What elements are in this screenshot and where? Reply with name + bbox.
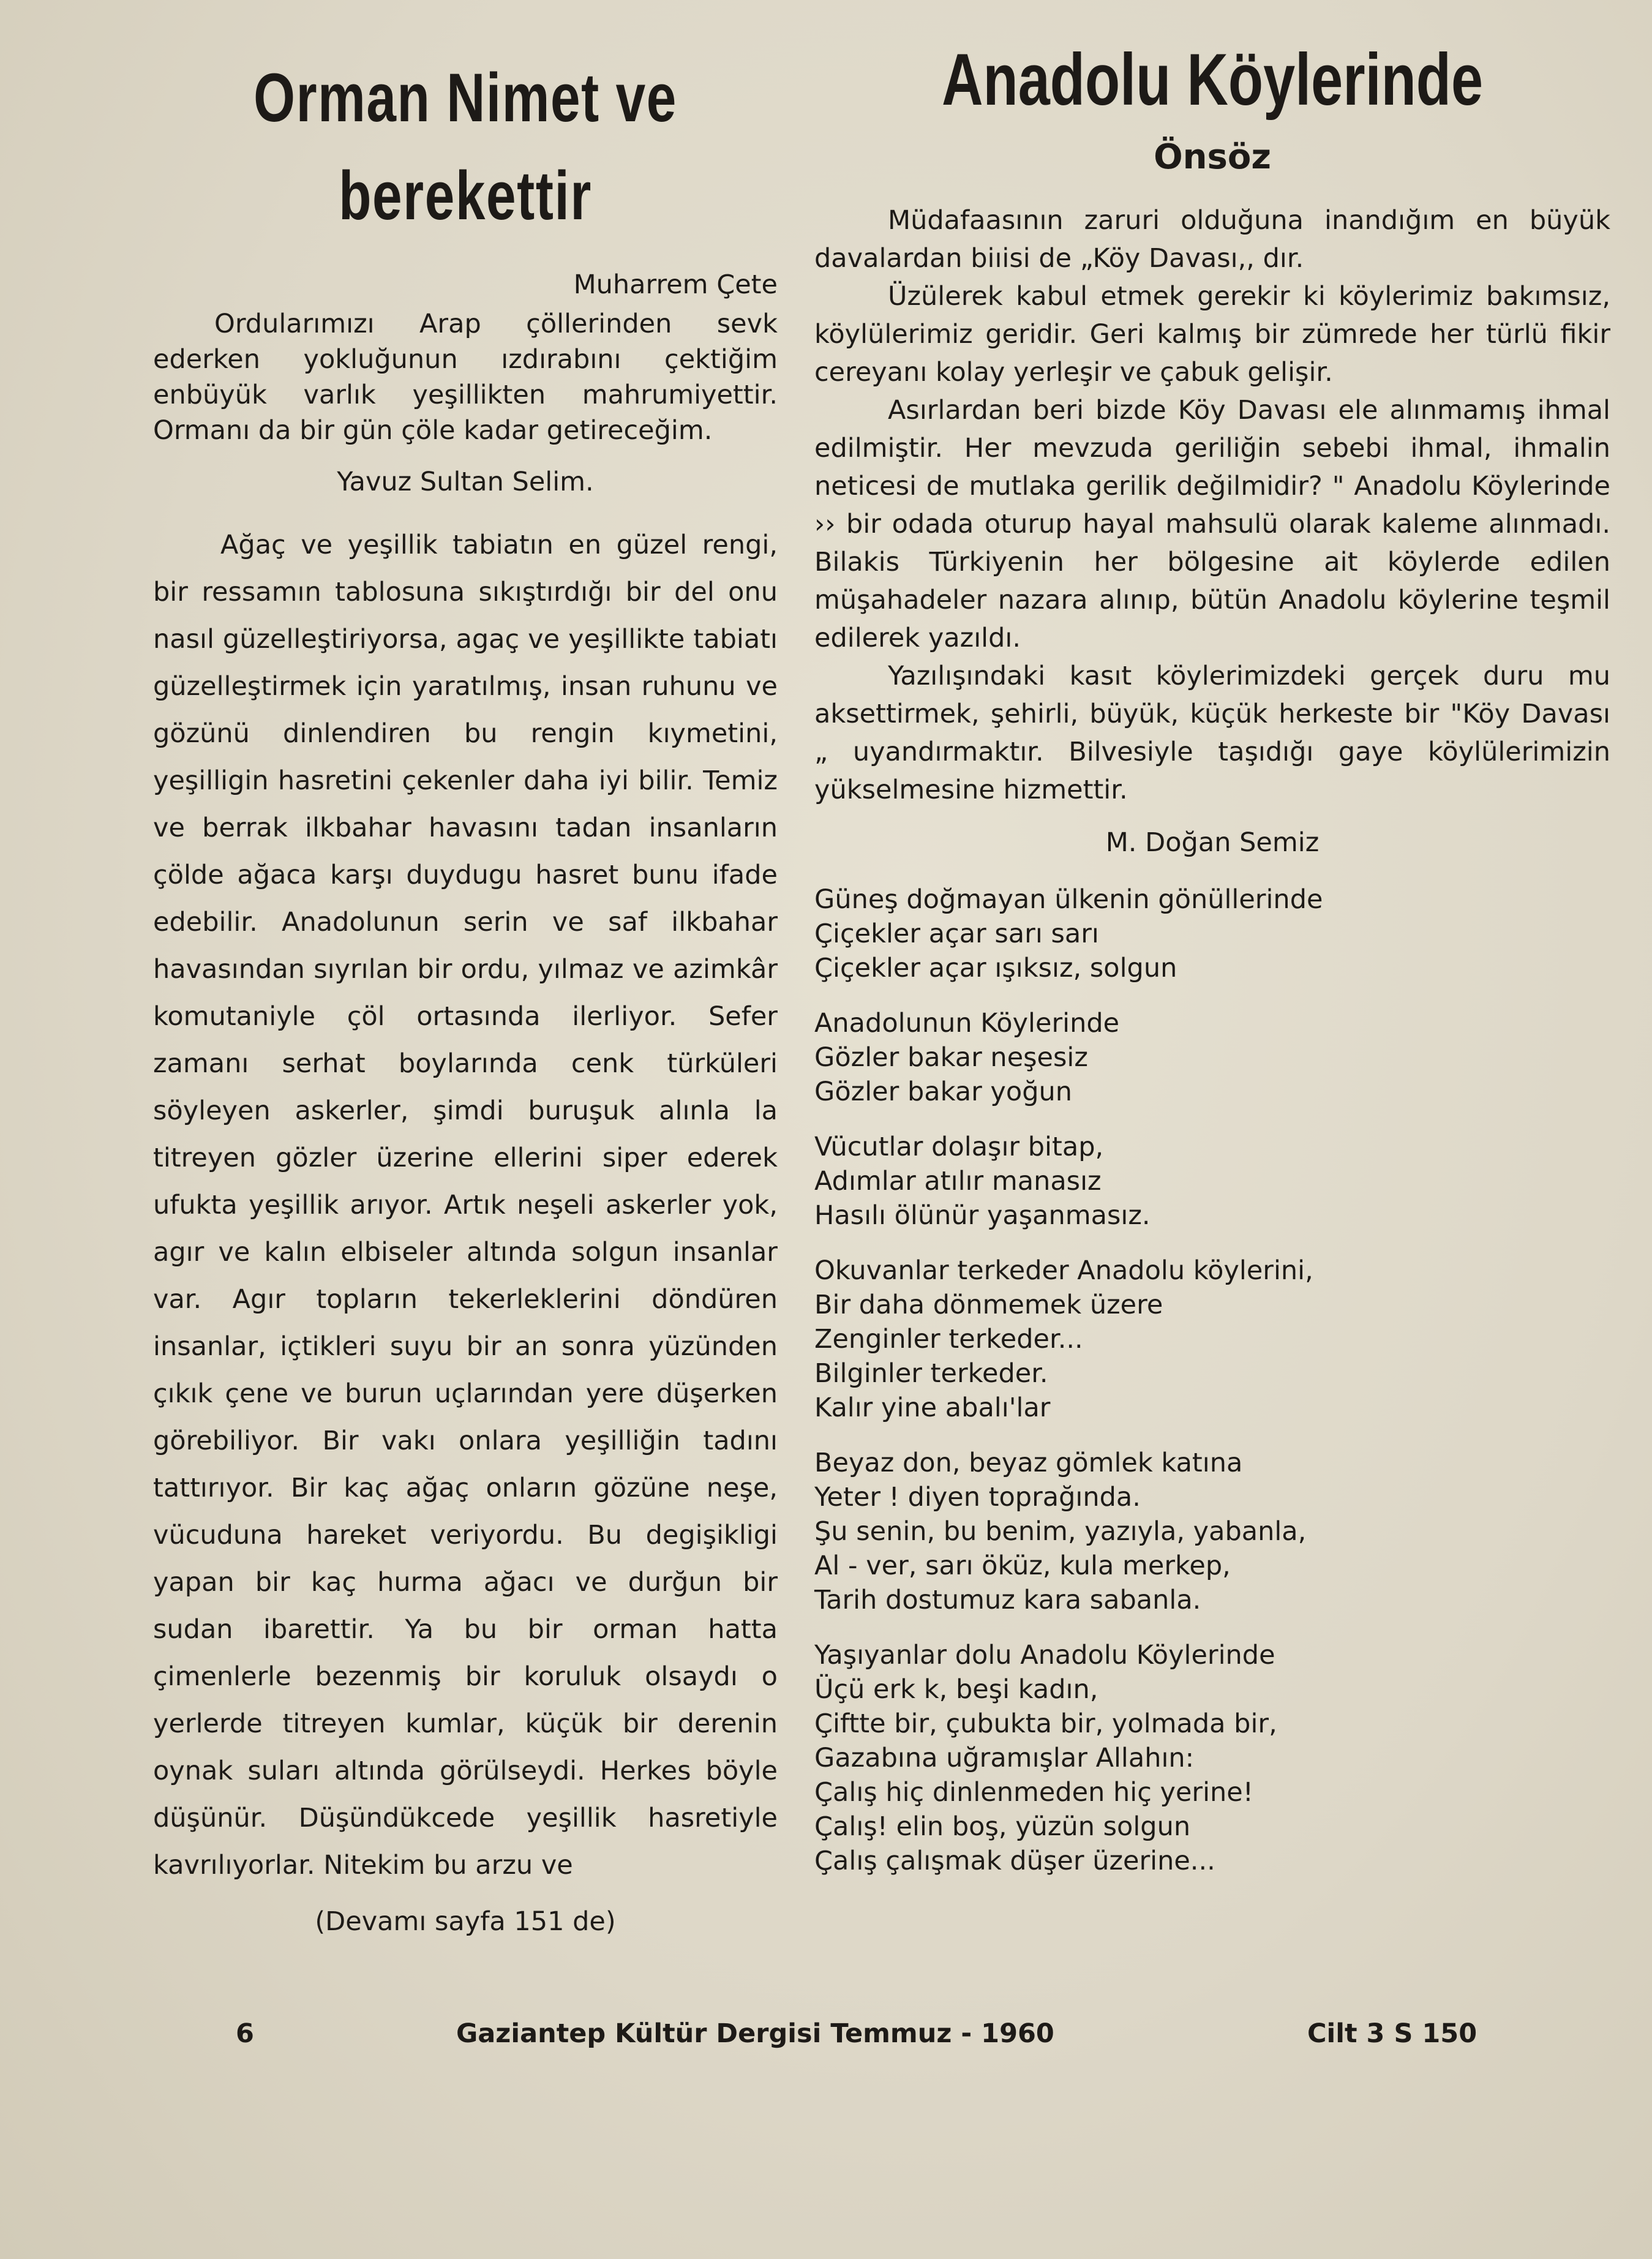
poem-line: Çiçekler açar sarı sarı xyxy=(814,919,1099,949)
left-article-author: Muharrem Çete xyxy=(573,269,778,300)
poem-line: Yeter ! diyen toprağında. xyxy=(814,1482,1141,1513)
foreword-paragraph: Üzülerek kabul etmek gerekir ki köylerimiz bakımsız, köylülerimiz geridir. Geri kalmış bir zümrede her türlü fikir cereyanı kolay yerleşir ve çabuk gelişir. xyxy=(814,281,1610,388)
poem-line: Çiçekler açar ışıksız, solgun xyxy=(814,953,1177,983)
right-article-author: M. Doğan Semiz xyxy=(1105,827,1320,858)
continued-note: (Devamı sayfa 151 de) xyxy=(315,1906,616,1937)
foreword-paragraph: Müdafaasının zaruri olduğuna inandığım en büyük davalardan biıisi de „Köy Davası,, dır. xyxy=(814,205,1610,274)
journal-info: Gaziantep Kültür Dergisi Temmuz - 1960 xyxy=(456,2018,1054,2049)
page-number: 6 xyxy=(236,2018,254,2049)
right-article-subtitle: Önsöz xyxy=(1154,137,1271,177)
left-article-body: Ağaç ve yeşillik tabiatın en güzel rengi, bir ressamın tablosuna sıkıştırdığı bir del onu nasıl güzelleştiriyorsa, agaç ve yeşillikte tabiatı güzelleştirmek için yaratılmış, insan ruhunu ve gözünü dinlendiren bu rengin kıymetini, yeşilligin hasretini çekenler daha iyi bilir. Temiz ve berrak ilkbahar havasını tadan insanların çölde ağaca karşı duydugu hasret bunu ifade edebilir. Anadolunun serin ve saf ilkbahar havasından sıyrılan bir ordu, yılmaz ve azimkâr komutaniyle çöl ortasında ilerliyor. Sefer zamanı serhat boylarında cenk türküleri söyleyen askerler, şimdi buruşuk alınla la titreyen gözler üzerine ellerini siper ederek ufukta yeşillik arıyor. Artık neşeli askerler yok, agır ve kalın elbiseler altında solgun insanlar var. Agır topların tekerleklerini döndüren insanlar, içtikleri suyu bir an sonra yüzünden çıkık çene ve burun uçlarından yere düşerken görebiliyor. Bir vakı onlara yeşilliğin tadını tattırıyor. Bir kaç ağaç onların gözüne neşe, vücuduna hareket veriyordu. Bu degişikligi yapan bir kaç hurma ağacı ve durğun bir sudan ibarettir. Ya bu bir orman hatta çimenlerle bezenmiş bir koruluk olsaydı o yerlerde titreyen kumlar, küçük bir derenin oynak suları altında görülseydi. Herkes böyle düşünür. Düşündükcede yeşillik hasretiyle kavrılıyorlar. Nitekim bu arzu ve xyxy=(153,530,778,1881)
epigraph-quote: Ordularımızı Arap çöllerinden sevk ederken yokluğunun ızdırabını çektiğim enbüyük varlık yeşillikten mahrumiyettir. Ormanı da bir gün çöle kadar getireceğim. xyxy=(153,309,778,446)
poem-line: Bilginler terkeder. xyxy=(814,1358,1048,1389)
poem-line: Tarih dostumuz kara sabanla. xyxy=(814,1585,1201,1615)
poem-line: Adımlar atılır manasız xyxy=(814,1166,1102,1197)
poem-line: Gazabına uğramışlar Allahın: xyxy=(814,1743,1195,1773)
poem-line: Okuvanlar terkeder Anadolu köylerini, xyxy=(814,1255,1313,1286)
issue-info: Cilt 3 S 150 xyxy=(1307,2018,1477,2049)
poem-stanza xyxy=(814,1130,1610,1233)
poem-line: Şu senin, bu benim, yazıyla, yabanla, xyxy=(814,1516,1307,1547)
poem-line: Gözler bakar neşesiz xyxy=(814,1042,1088,1073)
poem-line: Beyaz don, beyaz gömlek katına xyxy=(814,1448,1243,1478)
poem-line: Güneş doğmayan ülkenin gönüllerinde xyxy=(814,884,1323,915)
poem-line: Çalış! elin boş, yüzün solgun xyxy=(814,1811,1191,1842)
poem-line: Vücutlar dolaşır bitap, xyxy=(814,1132,1104,1162)
poem-line: Üçü erk k, beşi kadın, xyxy=(814,1674,1098,1705)
poem-line: Hasılı ölünür yaşanmasız. xyxy=(814,1200,1151,1231)
poem-stanza xyxy=(814,1446,1610,1617)
poem-line: Yaşıyanlar dolu Anadolu Köylerinde xyxy=(814,1640,1275,1671)
poem-stanza xyxy=(814,882,1610,985)
foreword-text xyxy=(814,201,1610,809)
poem-line: Anadolunun Köylerinde xyxy=(814,1008,1120,1039)
poem-line: Bir daha dönmemek üzere xyxy=(814,1290,1163,1320)
poem-line: Çalış hiç dinlenmeden hiç yerine! xyxy=(814,1777,1253,1808)
poem-stanza xyxy=(814,1254,1610,1425)
left-title-line-1: Orman Nimet ve xyxy=(253,59,677,136)
right-article xyxy=(814,37,1610,1899)
poem-line: Çalış çalışmak düşer üzerine... xyxy=(814,1846,1215,1876)
left-title-line-2: berekettir xyxy=(339,157,592,234)
poem-line: Çiftte bir, çubukta bir, yolmada bir, xyxy=(814,1708,1277,1739)
poem-line: Zenginler terkeder... xyxy=(814,1324,1083,1355)
left-article xyxy=(153,49,778,1937)
poem-line: Gözler bakar yoğun xyxy=(814,1077,1072,1107)
epigraph-author: Yavuz Sultan Selim. xyxy=(337,467,594,497)
foreword-paragraph: Asırlardan beri bizde Köy Davası ele alınmamış ihmal edilmiştir. Her mevzuda geriliğin sebebi ihmal, ihmalin neticesi de mutlaka gerilik değilmidir? " Anadolu Köylerinde ›› bir odada oturup hayal mahsulü olarak kaleme alınmadı. Bilakis Türkiyenin her bölgesine ait köylerde edilen müşahadeler nazara alınıp, bütün Anadolu köylerine teşmil edilerek yazıldı. xyxy=(814,395,1610,653)
poem-stanza xyxy=(814,1006,1610,1109)
poem xyxy=(814,882,1610,1878)
poem-stanza xyxy=(814,1638,1610,1878)
foreword-paragraph: Yazılışındaki kasıt köylerimizdeki gerçek duru mu aksettirmek, şehirli, büyük, küçük herkeste bir "Köy Davası „ uyandırmaktır. Bilvesiyle taşıdığı gaye köylülerimizin yükselmesine hizmettir. xyxy=(814,661,1610,805)
poem-line: Kalır yine abalı'lar xyxy=(814,1393,1051,1423)
poem-line: Al - ver, sarı öküz, kula merkep, xyxy=(814,1550,1231,1581)
right-article-title: Anadolu Köylerinde xyxy=(941,39,1484,121)
left-article-title xyxy=(222,49,709,245)
page-footer xyxy=(0,2018,1652,2055)
